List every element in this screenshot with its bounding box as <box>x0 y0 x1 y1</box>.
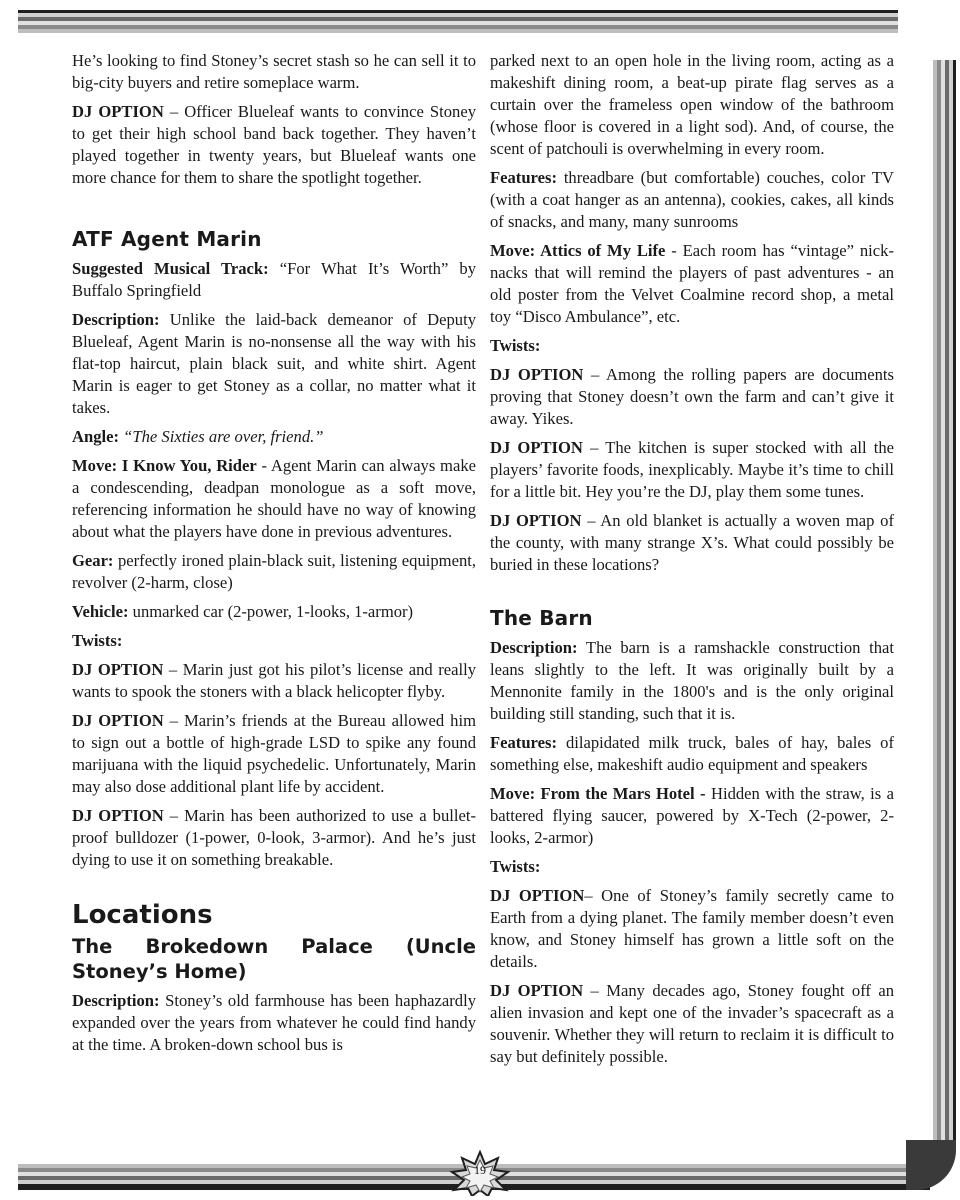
page-frame-top <box>18 10 898 36</box>
features-text: dilapidated milk truck, bales of hay, bales of something else, makeshift audio equipment and speakers <box>490 733 894 774</box>
dj-option-text: – An old blanket is actually a woven map of the county, with many strange X’s. What could possibly be buried in these locations? <box>490 511 894 574</box>
gear-label: Gear: <box>72 551 114 570</box>
gear-paragraph <box>72 550 476 594</box>
move-label: Move: Attics of My Life <box>490 241 666 260</box>
vehicle-label: Vehicle: <box>72 602 129 621</box>
vehicle-text: unmarked car (2-power, 1-looks, 1-armor) <box>128 602 414 621</box>
dj-option-text: – Officer Blueleaf wants to convince Stoney to get their high school band back together. They haven’t played together in twenty years, but Blueleaf wants one more chance for them to share the spotlight together. <box>72 102 476 187</box>
twists-label-paragraph <box>490 856 894 878</box>
page-number: 19 <box>474 1163 486 1177</box>
dj-option-paragraph <box>72 101 476 189</box>
dj-option-label: DJ OPTION <box>72 806 164 825</box>
description-paragraph <box>72 990 476 1056</box>
dj-option-label: DJ OPTION <box>490 886 585 905</box>
twists-label: Twists: <box>490 336 541 355</box>
dj-option-paragraph <box>490 364 894 430</box>
dj-option-text: – Many decades ago, Stoney fought off an alien invasion and kept one of the invader’s spacecraft as a souvenir. Whether they will return to reclaim it is difficult to say but definitely possible. <box>490 981 895 1066</box>
angle-label: Angle: <box>72 427 120 446</box>
track-label: Suggested Musical Track: <box>72 259 269 278</box>
move-text: Hidden with the straw, is a battered flying saucer, powered by X-Tech (2-power, 2-looks, 2-armor) <box>490 784 895 847</box>
dj-option-label: DJ OPTION <box>490 511 582 530</box>
description-paragraph <box>72 309 476 419</box>
description-text: Unlike the laid-back demeanor of Deputy Blueleaf, Agent Marin is no-nonsense all the way with his flat-top haircut, plain black suit, and white shirt. Agent Marin is eager to get Stoney as a collar, no matter what it takes. <box>72 310 476 417</box>
dj-option-label: DJ OPTION <box>72 711 164 730</box>
description-text: The barn is a ramshackle construction that leans slightly to the left. It was originally built by a Mennonite family in the 1800's and is the only original building still standing, such that it is. <box>490 638 894 723</box>
dj-option-paragraph <box>72 710 476 798</box>
move-paragraph <box>72 455 476 543</box>
description-paragraph <box>490 637 894 725</box>
page-frame-right <box>930 60 956 1150</box>
dj-option-paragraph <box>490 437 894 503</box>
dj-option-text: – Marin’s friends at the Bureau allowed him to sign out a bottle of high-grade LSD to spike any found marijuana with the liquid psychedelic. Unfortunately, Marin may also dose additional plant life by accident. <box>72 711 476 796</box>
track-paragraph <box>72 258 476 302</box>
dj-option-paragraph <box>490 510 894 576</box>
dj-option-label: DJ OPTION <box>490 981 584 1000</box>
dj-option-paragraph <box>490 980 894 1068</box>
dj-option-text: – Marin just got his pilot’s license and really wants to spook the stoners with a black helicopter flyby. <box>72 660 476 701</box>
description-label: Description: <box>490 638 578 657</box>
dj-option-paragraph <box>72 805 476 871</box>
dj-option-label: DJ OPTION <box>490 365 584 384</box>
angle-paragraph <box>72 426 476 448</box>
move-text: - Agent Marin can always make a condescending, deadpan monologue as a soft move, referencing information he should have no way of knowing about what the players have done in previous adventures. <box>72 456 476 541</box>
dj-option-text: – The kitchen is super stocked with all the players’ favorite foods, inexplicably. Maybe it’s time to chill for a little bit. Hey you’re the DJ, play them some tunes. <box>490 438 895 501</box>
move-label: Move: From the Mars Hotel - <box>490 784 706 803</box>
description-label: Description: <box>72 991 160 1010</box>
intro-paragraph: He’s looking to find Stoney’s secret stash so he can sell it to big-city buyers and retire someplace warm. <box>72 51 476 92</box>
right-column <box>490 50 894 1075</box>
subheading-brokedown-palace: The Brokedown Palace (Uncle Stoney’s Home) <box>72 935 476 983</box>
section-heading-atf-agent-marin: ATF Agent Marin <box>72 227 262 251</box>
dj-option-paragraph <box>72 659 476 703</box>
vehicle-paragraph <box>72 601 476 623</box>
continued-paragraph: parked next to an open hole in the living room, acting as a makeshift dining room, a beat-up pirate flag serves as a curtain over the frameless open window of the bathroom (whose floor is covered in a light sod). And, of course, the scent of patchouli is overwhelming in every room. <box>490 51 894 158</box>
twists-label: Twists: <box>72 631 123 650</box>
move-text: - Each room has “vintage” nick-nacks that will remind the players of past adventures - an old poster from the Velvet Coalmine record shop, a metal toy “Disco Ambulance”, etc. <box>490 241 894 326</box>
dj-option-label: DJ OPTION <box>490 438 583 457</box>
description-label: Description: <box>72 310 160 329</box>
move-paragraph <box>490 783 894 849</box>
left-column <box>72 50 476 1063</box>
dj-option-label: DJ OPTION <box>72 660 164 679</box>
move-label: Move: I Know You, Rider <box>72 456 257 475</box>
dj-option-text: – Among the rolling papers are documents proving that Stoney doesn’t own the farm and can’t give it away. Yikes. <box>490 365 894 428</box>
features-text: threadbare (but comfortable) couches, color TV (with a coat hanger as an antenna), cookies, cakes, all kinds of snacks, and many, many sunrooms <box>490 168 894 231</box>
gear-text: perfectly ironed plain-black suit, listening equipment, revolver (2-harm, close) <box>72 551 476 592</box>
dj-option-text: – One of Stoney’s family secretly came to Earth from a dying planet. The family member doesn’t even know, and Stoney himself has grown a little soft on the details. <box>490 886 894 971</box>
track-text: “For What It’s Worth” by Buffalo Springfield <box>72 259 477 300</box>
features-label: Features: <box>490 168 557 187</box>
description-text: Stoney’s old farmhouse has been haphazardly expanded over the years from whatever he could find handy at the time. A broken-down school bus is <box>72 991 476 1054</box>
move-paragraph <box>490 240 894 328</box>
dj-option-label: DJ OPTION <box>72 102 164 121</box>
dj-option-text: – Marin has been authorized to use a bullet-proof bulldozer (1-power, 0-look, 3-armor). And he’s just dying to use it on something breakable. <box>72 806 476 869</box>
section-heading-the-barn: The Barn <box>490 606 593 630</box>
features-paragraph <box>490 167 894 233</box>
dj-option-paragraph <box>490 885 894 973</box>
twists-label-paragraph <box>72 630 476 652</box>
features-paragraph <box>490 732 894 776</box>
features-label: Features: <box>490 733 557 752</box>
twists-label: Twists: <box>490 857 541 876</box>
section-heading-locations: Locations <box>72 900 213 930</box>
angle-text: “The Sixties are over, friend.” <box>119 427 324 446</box>
twists-label-paragraph <box>490 335 894 357</box>
page-frame-corner <box>906 1140 956 1190</box>
